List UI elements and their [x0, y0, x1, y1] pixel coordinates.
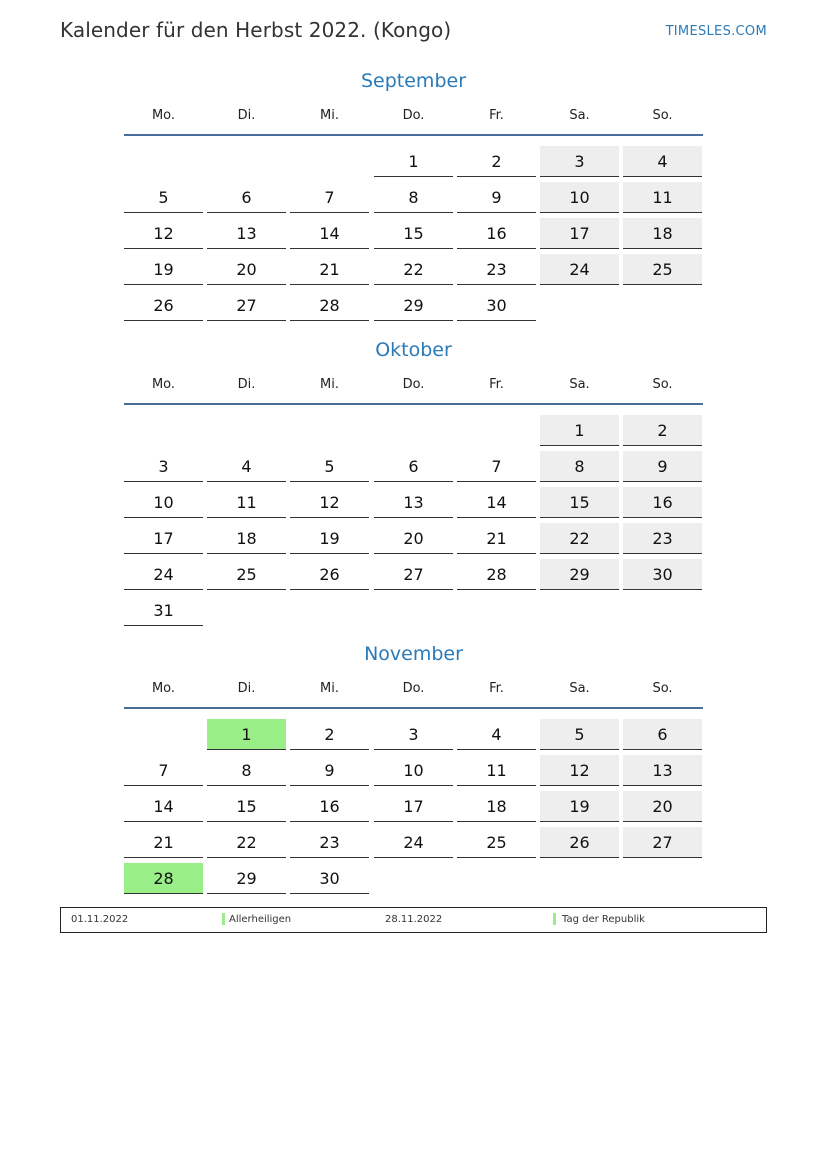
- day-cell: 18: [457, 791, 536, 822]
- legend-date: 01.11.2022: [71, 914, 129, 925]
- day-cell: 12: [540, 755, 619, 786]
- day-cell: 26: [540, 827, 619, 858]
- day-cell: 2: [290, 719, 369, 750]
- weekday-label: Fr.: [489, 681, 504, 696]
- day-cell: 7: [290, 182, 369, 213]
- day-cell: 5: [124, 182, 203, 213]
- weekday-label: So.: [652, 108, 673, 123]
- day-cell: 28: [290, 290, 369, 321]
- holiday-day-cell: 1: [207, 719, 286, 750]
- day-cell: 12: [290, 487, 369, 518]
- day-cell: 19: [540, 791, 619, 822]
- holiday-marker-icon: [222, 913, 225, 925]
- day-cell: 27: [623, 827, 702, 858]
- weekday-label: Di.: [237, 377, 256, 392]
- month-name: September: [360, 70, 467, 92]
- day-cell: 11: [457, 755, 536, 786]
- holiday-marker-icon: [553, 913, 556, 925]
- legend-holiday-name: Tag der Republik: [562, 914, 645, 925]
- weekday-header: [124, 108, 703, 136]
- day-cell: 17: [124, 523, 203, 554]
- day-cell: 15: [540, 487, 619, 518]
- day-cell: 6: [207, 182, 286, 213]
- day-cell: 9: [623, 451, 702, 482]
- day-cell: 8: [540, 451, 619, 482]
- day-cell: 28: [457, 559, 536, 590]
- weekday-label: Mo.: [151, 681, 176, 696]
- day-cell: 20: [623, 791, 702, 822]
- day-cell: 2: [623, 415, 702, 446]
- day-cell: 16: [457, 218, 536, 249]
- day-cell: 20: [207, 254, 286, 285]
- day-cell: 7: [457, 451, 536, 482]
- day-cell: 1: [374, 146, 453, 177]
- day-cell: 31: [124, 595, 203, 626]
- weekday-label: Mi.: [320, 681, 339, 696]
- day-cell: 6: [374, 451, 453, 482]
- day-cell: 14: [457, 487, 536, 518]
- day-cell: 25: [457, 827, 536, 858]
- weekday-header: [124, 377, 703, 405]
- day-cell: 3: [374, 719, 453, 750]
- day-cell: 9: [457, 182, 536, 213]
- day-cell: 29: [540, 559, 619, 590]
- day-cell: 18: [623, 218, 702, 249]
- day-cell: 7: [124, 755, 203, 786]
- day-cell: 25: [207, 559, 286, 590]
- day-cell: 29: [374, 290, 453, 321]
- day-cell: 3: [540, 146, 619, 177]
- day-cell: 13: [207, 218, 286, 249]
- day-cell: 21: [290, 254, 369, 285]
- holiday-day-cell: 28: [124, 863, 203, 894]
- day-cell: 4: [207, 451, 286, 482]
- day-cell: 8: [374, 182, 453, 213]
- day-cell: 14: [290, 218, 369, 249]
- day-cell: 13: [374, 487, 453, 518]
- legend-holiday-name: Allerheiligen: [229, 914, 292, 925]
- weekday-label: Sa.: [569, 377, 590, 392]
- weekday-label: Mo.: [151, 108, 176, 123]
- holiday-legend: [60, 907, 767, 933]
- day-cell: 21: [457, 523, 536, 554]
- day-cell: 25: [623, 254, 702, 285]
- day-cell: 20: [374, 523, 453, 554]
- day-cell: 22: [207, 827, 286, 858]
- day-cell: 15: [207, 791, 286, 822]
- day-cell: 22: [374, 254, 453, 285]
- day-cell: 30: [623, 559, 702, 590]
- weekday-label: Di.: [237, 681, 256, 696]
- page-title: Kalender für den Herbst 2022. (Kongo): [60, 18, 452, 42]
- day-cell: 19: [124, 254, 203, 285]
- day-cell: 17: [374, 791, 453, 822]
- day-cell: 12: [124, 218, 203, 249]
- day-cell: 23: [290, 827, 369, 858]
- month-name: Oktober: [375, 339, 452, 361]
- day-cell: 14: [124, 791, 203, 822]
- day-cell: 1: [540, 415, 619, 446]
- day-cell: 6: [623, 719, 702, 750]
- day-cell: 2: [457, 146, 536, 177]
- weekday-label: Di.: [237, 108, 256, 123]
- month-name: November: [364, 643, 463, 665]
- weekday-label: So.: [652, 377, 673, 392]
- weekday-label: Fr.: [489, 108, 504, 123]
- day-cell: 19: [290, 523, 369, 554]
- day-cell: 27: [207, 290, 286, 321]
- day-cell: 17: [540, 218, 619, 249]
- day-cell: 27: [374, 559, 453, 590]
- day-cell: 11: [623, 182, 702, 213]
- weekday-label: So.: [652, 681, 673, 696]
- day-cell: 24: [374, 827, 453, 858]
- weekday-label: Sa.: [569, 108, 590, 123]
- day-cell: 23: [623, 523, 702, 554]
- day-cell: 10: [124, 487, 203, 518]
- brand-link[interactable]: TIMESLES.COM: [665, 24, 767, 39]
- weekday-label: Do.: [402, 377, 425, 392]
- day-cell: 13: [623, 755, 702, 786]
- weekday-label: Fr.: [489, 377, 504, 392]
- day-cell: 22: [540, 523, 619, 554]
- legend-date: 28.11.2022: [385, 914, 443, 925]
- day-cell: 26: [124, 290, 203, 321]
- weekday-label: Do.: [402, 681, 425, 696]
- weekday-label: Mi.: [320, 108, 339, 123]
- day-cell: 15: [374, 218, 453, 249]
- day-cell: 10: [374, 755, 453, 786]
- day-cell: 4: [457, 719, 536, 750]
- weekday-label: Mi.: [320, 377, 339, 392]
- weekday-header: [124, 681, 703, 709]
- weekday-label: Mo.: [151, 377, 176, 392]
- day-cell: 9: [290, 755, 369, 786]
- day-cell: 3: [124, 451, 203, 482]
- day-cell: 24: [124, 559, 203, 590]
- day-cell: 11: [207, 487, 286, 518]
- day-cell: 16: [290, 791, 369, 822]
- day-cell: 30: [290, 863, 369, 894]
- day-cell: 30: [457, 290, 536, 321]
- day-cell: 29: [207, 863, 286, 894]
- weekday-label: Sa.: [569, 681, 590, 696]
- day-cell: 4: [623, 146, 702, 177]
- weekday-label: Do.: [402, 108, 425, 123]
- day-cell: 8: [207, 755, 286, 786]
- day-cell: 18: [207, 523, 286, 554]
- day-cell: 26: [290, 559, 369, 590]
- day-cell: 5: [290, 451, 369, 482]
- day-cell: 24: [540, 254, 619, 285]
- day-cell: 10: [540, 182, 619, 213]
- day-cell: 21: [124, 827, 203, 858]
- day-cell: 16: [623, 487, 702, 518]
- day-cell: 23: [457, 254, 536, 285]
- day-cell: 5: [540, 719, 619, 750]
